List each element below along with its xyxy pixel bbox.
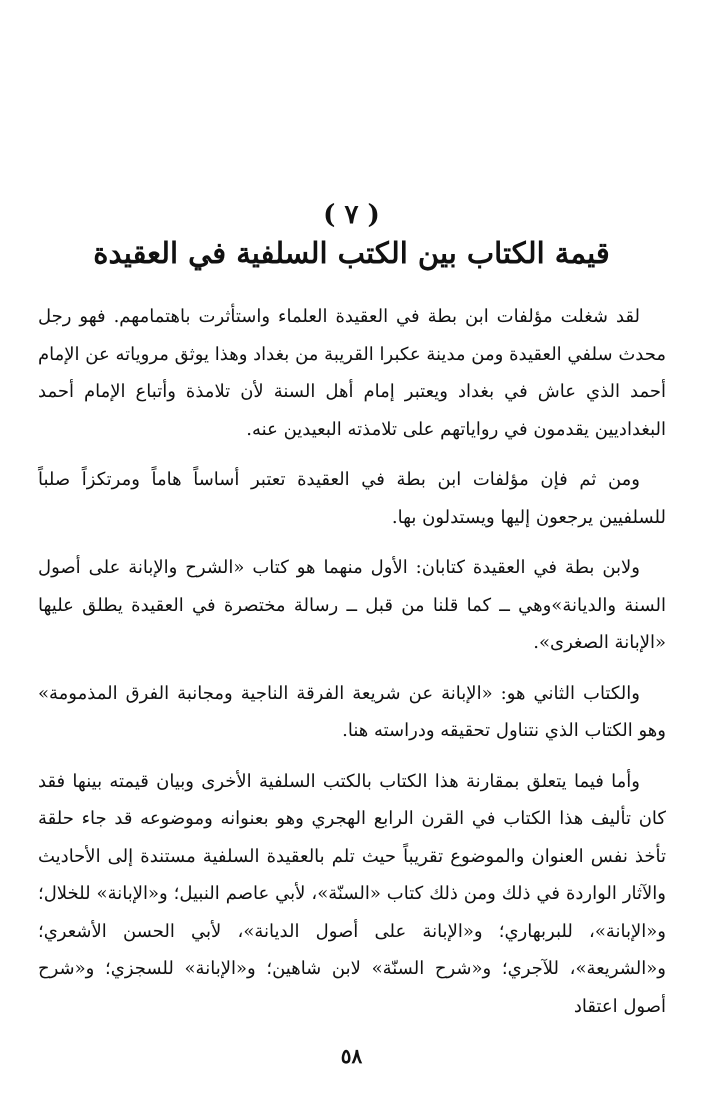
paragraph: لقد شغلت مؤلفات ابن بطة في العقيدة العلماء واستأثرت باهتمامهم. فهو رجل محدث سلفي العقيدة ومن مدينة عكبرا القريبة من بغداد وهذا يوثق مروياته عن الإمام أحمد الذي عاش في بغداد ويعتبر إمام أهل السنة لأن تلامذة وأتباع الإمام أحمد البغداديين يقدمون في رواياتهم على تلامذته البعيدين عنه. [38, 306, 666, 440]
chapter-number: ( ٧ ) [323, 200, 380, 230]
paragraph: ولابن بطة في العقيدة كتابان: الأول منهما هو كتاب «الشرح والإبانة على أصول السنة والديانة»وهي ــ كما قلنا من قبل ــ رسالة مختصرة في العقيدة يطلق عليها «الإبانة الصغرى». [38, 557, 666, 653]
page-number: ٥٨ [340, 1044, 363, 1068]
paragraph: والكتاب الثاني هو: «الإبانة عن شريعة الفرقة الناجية ومجانبة الفرق المذمومة» وهو الكتاب الذي نتناول تحقيقه ودراسته هنا. [38, 682, 666, 741]
body-text [38, 298, 666, 1038]
paragraph: ومن ثم فإن مؤلفات ابن بطة في العقيدة تعتبر أساساً هاماً ومرتكزاً صلباً للسلفيين يرجعون إليها ويستدلون بها. [38, 469, 666, 528]
paragraph: وأما فيما يتعلق بمقارنة هذا الكتاب بالكتب السلفية الأخرى وبيان قيمته بينها فقد كان تأليف هذا الكتاب في القرن الرابع الهجري وهو بعنوانه وموضوعه قد جاء حلقة تأخذ نفس العنوان والموضوع تقريباً حيث تلم بالعقيدة السلفية مستندة إلى الأحاديث والآثار الواردة في ذلك ومن ذلك كتاب «السنّة»، لأبي عاصم النبيل؛ و«الإبانة» للخلال؛ و«الإبانة»، للبربهاري؛ و«الإبانة على أصول الديانة»، لأبي الحسن الأشعري؛ و«الشريعة»، للآجري؛ و«شرح السنّة» لابن شاهين؛ و«الإبانة» للسجزي؛ و«شرح أصول اعتقاد [38, 770, 666, 1017]
chapter-title: قيمة الكتاب بين الكتب السلفية في العقيدة [93, 236, 610, 270]
